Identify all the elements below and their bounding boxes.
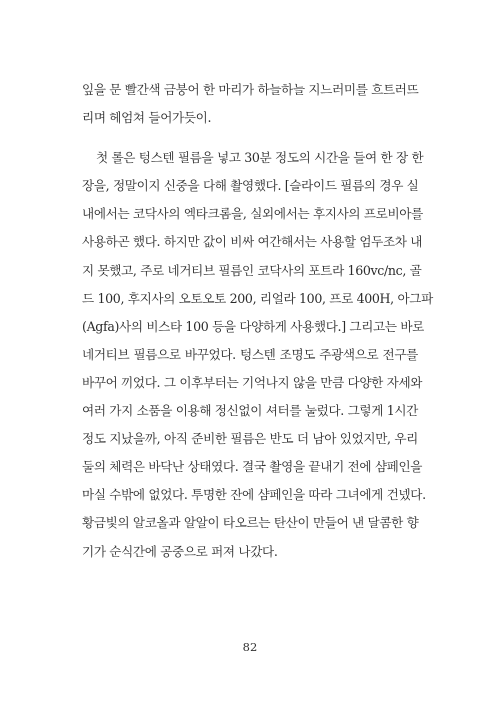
text-line: 드 100, 후지사의 오토오토 200, 리얼라 100, 프로 400H, 아그파 bbox=[82, 290, 433, 306]
text-line: 지 못했고, 주로 네거티브 필름인 코닥사의 포트라 160vc/nc, 골 bbox=[82, 262, 422, 278]
text-line: 잎을 문 빨간색 금붕어 한 마리가 하늘하늘 지느러미를 흐트러뜨 bbox=[82, 82, 419, 97]
body-text bbox=[82, 76, 433, 566]
text-line: 황금빛의 알코올과 알알이 타오르는 탄산이 만들어 낸 달콤한 향 bbox=[82, 515, 419, 531]
text-line: 첫 롤은 텅스텐 필름을 넣고 30분 정도의 시간을 들여 한 장 한 bbox=[96, 150, 424, 166]
page-number: 82 bbox=[242, 640, 258, 654]
text-line: 기가 순식간에 공중으로 퍼져 나갔다. bbox=[82, 543, 278, 559]
text-line: 둘의 체력은 바닥난 상태였다. 결국 촬영을 끝내기 전에 샴페인을 bbox=[82, 459, 423, 475]
text-line: 마실 수밖에 없었다. 투명한 잔에 샴페인을 따라 그녀에게 건넸다. bbox=[82, 487, 426, 503]
text-line: 여러 가지 소품을 이용해 정신없이 셔터를 눌렀다. 그렇게 1시간 bbox=[82, 403, 418, 419]
text-line: 정도 지났을까, 아직 준비한 필름은 반도 더 남아 있었지만, 우리 bbox=[82, 431, 418, 447]
text-line: 바꾸어 끼었다. 그 이후부터는 기억나지 않을 만큼 다양한 자세와 bbox=[82, 374, 423, 390]
paragraph-1 bbox=[82, 76, 418, 132]
text-line: 사용하곤 했다. 하지만 값이 비싸 여간해서는 사용할 엄두조차 내 bbox=[82, 234, 423, 250]
text-line: 장을, 정말이지 신중을 다해 촬영했다. [슬라이드 필름의 경우 실 bbox=[82, 178, 419, 194]
text-line: 리며 헤엄쳐 들어가듯이. bbox=[82, 110, 212, 126]
text-line: (Agfa)사의 비스타 100 등을 다양하게 사용했다.] 그리고는 바로 bbox=[82, 318, 424, 334]
text-line: 네거티브 필름으로 바꾸었다. 텅스텐 조명도 주광색으로 전구를 bbox=[82, 346, 418, 362]
text-line: 내에서는 코닥사의 엑타크롬을, 실외에서는 후지사의 프로비아를 bbox=[82, 206, 423, 222]
paragraph-gap bbox=[82, 132, 418, 144]
paragraph-2 bbox=[82, 144, 433, 565]
